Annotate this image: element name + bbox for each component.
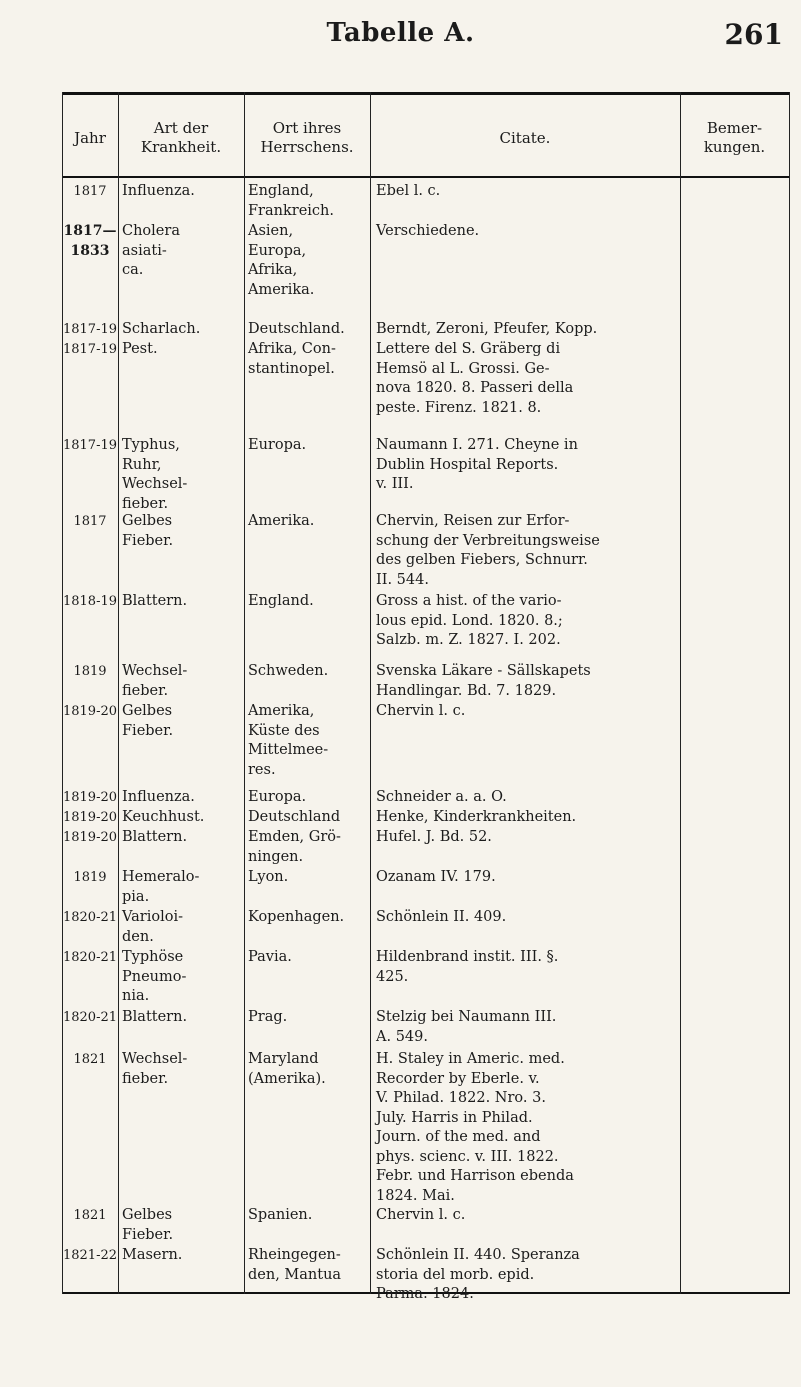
epidemics-table: [62, 92, 790, 1302]
disease-line: Cholera: [122, 223, 180, 239]
place-cell: [248, 828, 366, 867]
disease-line: Gelbes: [122, 703, 173, 719]
disease-cell: [122, 436, 242, 514]
place-line: Amerika,: [248, 703, 315, 719]
place-line: Spanien.: [248, 1207, 313, 1223]
cite-line: Verschiedene.: [376, 223, 480, 239]
cite-cell: [376, 1246, 680, 1305]
cite-line: 1824. Mai.: [376, 1187, 455, 1204]
cite-line: storia del morb. epid.: [376, 1266, 535, 1283]
disease-line: Fieber.: [122, 1226, 174, 1243]
cite-cell: [376, 702, 680, 722]
place-line: Afrika,: [248, 262, 298, 278]
cite-line: Henke, Kinderkrankheiten.: [376, 809, 577, 825]
place-line: Europa.: [248, 789, 307, 805]
year-line: 1819: [73, 870, 107, 885]
place-cell: [248, 788, 366, 808]
cite-line: July. Harris in Philad.: [376, 1109, 533, 1126]
place-line: Lyon.: [248, 869, 289, 885]
place-cell: [248, 1008, 366, 1028]
page-number: 261: [724, 18, 783, 51]
cite-line: Lettere del S. Gräberg di: [376, 341, 561, 357]
year-cell: [62, 512, 118, 532]
year-cell: [62, 1008, 118, 1028]
place-cell: [248, 662, 366, 682]
place-line: Deutschland: [248, 809, 341, 825]
disease-line: Fieber.: [122, 532, 174, 549]
cite-line: Recorder by Eberle. v.: [376, 1070, 540, 1087]
disease-line: Influenza.: [122, 183, 195, 199]
cite-line: Journ. of the med. and: [376, 1129, 541, 1145]
place-cell: [248, 808, 366, 828]
cite-line: Dublin Hospital Reports.: [376, 456, 559, 473]
place-cell: [248, 512, 366, 532]
place-cell: [248, 948, 366, 968]
place-cell: [248, 340, 366, 379]
column-divider: [62, 92, 63, 1294]
year-cell: [62, 436, 118, 456]
disease-line: Masern.: [122, 1247, 183, 1263]
cite-line: Hufel. J. Bd. 52.: [376, 829, 492, 845]
header-year: Jahr: [74, 128, 106, 147]
year-line: 1817-19: [62, 322, 118, 337]
year-line: 1817: [73, 184, 107, 199]
header-disease: Art der Krankheit.: [140, 119, 222, 156]
disease-cell: [122, 828, 242, 848]
disease-line: Ruhr,: [122, 456, 162, 473]
place-line: Mittelmee-: [248, 742, 329, 758]
place-line: Kopenhagen.: [248, 909, 345, 925]
cite-line: Hemsö al L. Grossi. Ge-: [376, 360, 550, 377]
header-remarks: Bemer- kungen.: [703, 119, 766, 156]
year-cell: [62, 592, 118, 612]
place-line: res.: [248, 761, 276, 778]
year-cell: [62, 828, 118, 848]
cite-line: v. III.: [376, 476, 414, 492]
cite-line: II. 544.: [376, 571, 429, 588]
place-line: (Amerika).: [248, 1070, 326, 1087]
place-line: stantinopel.: [248, 360, 335, 377]
place-cell: [248, 1050, 366, 1089]
year-cell: [62, 222, 118, 261]
disease-line: pia.: [122, 888, 150, 905]
column-divider: [789, 92, 790, 1294]
disease-cell: [122, 182, 242, 202]
year-line: 1833: [70, 242, 110, 259]
place-cell: [248, 436, 366, 456]
disease-line: Hemeralo-: [122, 869, 200, 885]
disease-cell: [122, 1050, 242, 1089]
cite-cell: [376, 320, 680, 340]
year-line: 1817-19: [62, 438, 118, 453]
disease-cell: [122, 788, 242, 808]
cite-cell: [376, 788, 680, 808]
disease-line: Keuchhust.: [122, 809, 205, 825]
cite-line: peste. Firenz. 1821. 8.: [376, 399, 542, 416]
place-cell: [248, 182, 366, 221]
cite-line: Schneider a. a. O.: [376, 789, 507, 805]
cite-line: phys. scienc. v. III. 1822.: [376, 1148, 559, 1165]
place-line: Deutschland.: [248, 321, 345, 337]
place-line: Küste des: [248, 722, 320, 739]
disease-cell: [122, 1246, 242, 1266]
cite-cell: [376, 1206, 680, 1226]
year-cell: [62, 1206, 118, 1226]
disease-line: fieber.: [122, 495, 169, 512]
cite-line: Salzb. m. Z. 1827. I. 202.: [376, 632, 561, 648]
disease-cell: [122, 222, 242, 281]
cite-line: Febr. und Harrison ebenda: [376, 1168, 574, 1184]
cite-cell: [376, 592, 680, 651]
cite-line: Svenska Läkare - Sällskapets: [376, 663, 591, 679]
cite-line: lous epid. Lond. 1820. 8.;: [376, 612, 563, 629]
cite-line: Ebel l. c.: [376, 183, 441, 199]
place-line: Rheingegen-: [248, 1247, 341, 1263]
disease-cell: [122, 592, 242, 612]
disease-line: Wechsel-: [122, 663, 188, 679]
place-line: Europa,: [248, 242, 307, 259]
place-line: Prag.: [248, 1009, 288, 1025]
cite-line: nova 1820. 8. Passeri della: [376, 380, 574, 396]
disease-cell: [122, 908, 242, 947]
disease-cell: [122, 808, 242, 828]
place-line: Europa.: [248, 437, 307, 453]
place-cell: [248, 1246, 366, 1285]
place-cell: [248, 702, 366, 780]
year-line: 1818-19: [62, 594, 118, 609]
disease-line: ca.: [122, 262, 144, 278]
disease-line: Wechsel-: [122, 1051, 188, 1067]
cite-line: Handlingar. Bd. 7. 1829.: [376, 682, 557, 699]
disease-cell: [122, 702, 242, 741]
year-line: 1821: [73, 1052, 107, 1067]
disease-line: Typhöse: [122, 949, 184, 965]
cite-cell: [376, 808, 680, 828]
year-line: 1821-22: [62, 1248, 118, 1263]
place-line: Amerika.: [248, 513, 315, 529]
cite-cell: [376, 868, 680, 888]
column-divider: [680, 92, 681, 1294]
disease-line: Pneumo-: [122, 968, 187, 985]
cite-cell: [376, 828, 680, 848]
year-line: 1819-20: [62, 810, 118, 825]
year-line: 1821: [73, 1208, 107, 1223]
cite-line: Schönlein II. 409.: [376, 909, 507, 925]
cite-cell: [376, 436, 680, 495]
disease-cell: [122, 340, 242, 360]
cite-line: Chervin l. c.: [376, 1207, 466, 1223]
place-line: Frankreich.: [248, 202, 334, 219]
disease-line: Blattern.: [122, 1009, 188, 1025]
place-line: Emden, Grö-: [248, 829, 341, 845]
year-line: 1819-20: [62, 704, 118, 719]
cite-cell: [376, 662, 680, 701]
cite-cell: [376, 340, 680, 418]
place-line: Amerika.: [248, 281, 315, 298]
year-line: 1817—: [63, 223, 117, 239]
header-place: Ort ihres Herrschens.: [260, 119, 354, 156]
disease-line: Influenza.: [122, 789, 195, 805]
disease-line: Fieber.: [122, 722, 174, 739]
place-cell: [248, 592, 366, 612]
year-cell: [62, 908, 118, 928]
cite-line: Gross a hist. of the vario-: [376, 593, 562, 609]
year-line: 1820-21: [62, 1010, 118, 1025]
disease-line: den.: [122, 928, 154, 945]
year-line: 1817-19: [62, 342, 118, 357]
disease-line: asiati-: [122, 242, 167, 259]
year-line: 1819-20: [62, 790, 118, 805]
year-cell: [62, 1050, 118, 1070]
cite-line: V. Philad. 1822. Nro. 3.: [376, 1090, 546, 1106]
disease-cell: [122, 320, 242, 340]
cite-line: des gelben Fiebers, Schnurr.: [376, 552, 588, 568]
place-line: Pavia.: [248, 949, 292, 965]
disease-line: fieber.: [122, 1070, 169, 1087]
cite-line: Ozanam IV. 179.: [376, 869, 496, 885]
year-cell: [62, 808, 118, 828]
disease-cell: [122, 512, 242, 551]
disease-line: Gelbes: [122, 1207, 173, 1223]
disease-cell: [122, 1206, 242, 1245]
cite-cell: [376, 1050, 680, 1206]
header-citations: Citate.: [499, 128, 551, 147]
cite-line: Schönlein II. 440. Speranza: [376, 1247, 580, 1263]
cite-line: Naumann I. 271. Cheyne in: [376, 437, 578, 453]
cite-line: Chervin, Reisen zur Erfor-: [376, 513, 570, 529]
disease-line: Gelbes: [122, 513, 173, 529]
cite-cell: [376, 948, 680, 987]
cite-line: Chervin l. c.: [376, 703, 466, 719]
place-cell: [248, 908, 366, 928]
disease-line: Blattern.: [122, 829, 188, 845]
cite-line: Berndt, Zeroni, Pfeufer, Kopp.: [376, 321, 598, 337]
cite-line: H. Staley in Americ. med.: [376, 1051, 565, 1067]
place-cell: [248, 868, 366, 888]
cite-line: 425.: [376, 968, 409, 985]
place-line: England.: [248, 593, 314, 609]
column-divider: [370, 92, 371, 1294]
year-cell: [62, 662, 118, 682]
place-cell: [248, 320, 366, 340]
cite-line: Parma. 1824.: [376, 1286, 474, 1302]
place-line: Afrika, Con-: [248, 341, 336, 357]
disease-line: fieber.: [122, 682, 169, 699]
place-line: Schweden.: [248, 663, 329, 679]
cite-line: A. 549.: [376, 1028, 428, 1045]
year-line: 1817: [73, 514, 107, 529]
disease-line: Blattern.: [122, 593, 188, 609]
disease-line: Varioloi-: [122, 909, 183, 925]
cite-cell: [376, 1008, 680, 1047]
place-cell: [248, 1206, 366, 1226]
cite-line: Hildenbrand instit. III. §.: [376, 949, 559, 965]
cite-line: schung der Verbreitungsweise: [376, 532, 600, 549]
disease-cell: [122, 948, 242, 1007]
year-line: 1820-21: [62, 950, 118, 965]
place-line: Maryland: [248, 1051, 319, 1067]
year-cell: [62, 340, 118, 360]
year-line: 1819-20: [62, 830, 118, 845]
cite-cell: [376, 908, 680, 928]
disease-cell: [122, 662, 242, 701]
disease-cell: [122, 868, 242, 907]
year-line: 1820-21: [62, 910, 118, 925]
year-cell: [62, 182, 118, 202]
running-head: [0, 14, 801, 54]
place-line: ningen.: [248, 848, 304, 865]
place-line: England,: [248, 183, 314, 199]
place-line: den, Mantua: [248, 1266, 342, 1283]
disease-cell: [122, 1008, 242, 1028]
running-title: Tabelle A.: [326, 18, 475, 48]
year-cell: [62, 788, 118, 808]
column-divider: [118, 92, 119, 1294]
year-cell: [62, 948, 118, 968]
disease-line: Wechsel-: [122, 476, 188, 492]
year-cell: [62, 868, 118, 888]
column-divider: [244, 92, 245, 1294]
place-cell: [248, 222, 366, 300]
cite-cell: [376, 182, 680, 202]
place-line: Asien,: [248, 223, 294, 239]
cite-line: Stelzig bei Naumann III.: [376, 1009, 557, 1025]
cite-cell: [376, 512, 680, 590]
year-cell: [62, 702, 118, 722]
disease-line: Typhus,: [122, 437, 180, 453]
disease-line: nia.: [122, 988, 150, 1004]
year-line: 1819: [73, 664, 107, 679]
disease-line: Pest.: [122, 341, 158, 357]
year-cell: [62, 1246, 118, 1266]
cite-cell: [376, 222, 680, 242]
disease-line: Scharlach.: [122, 321, 201, 337]
year-cell: [62, 320, 118, 340]
